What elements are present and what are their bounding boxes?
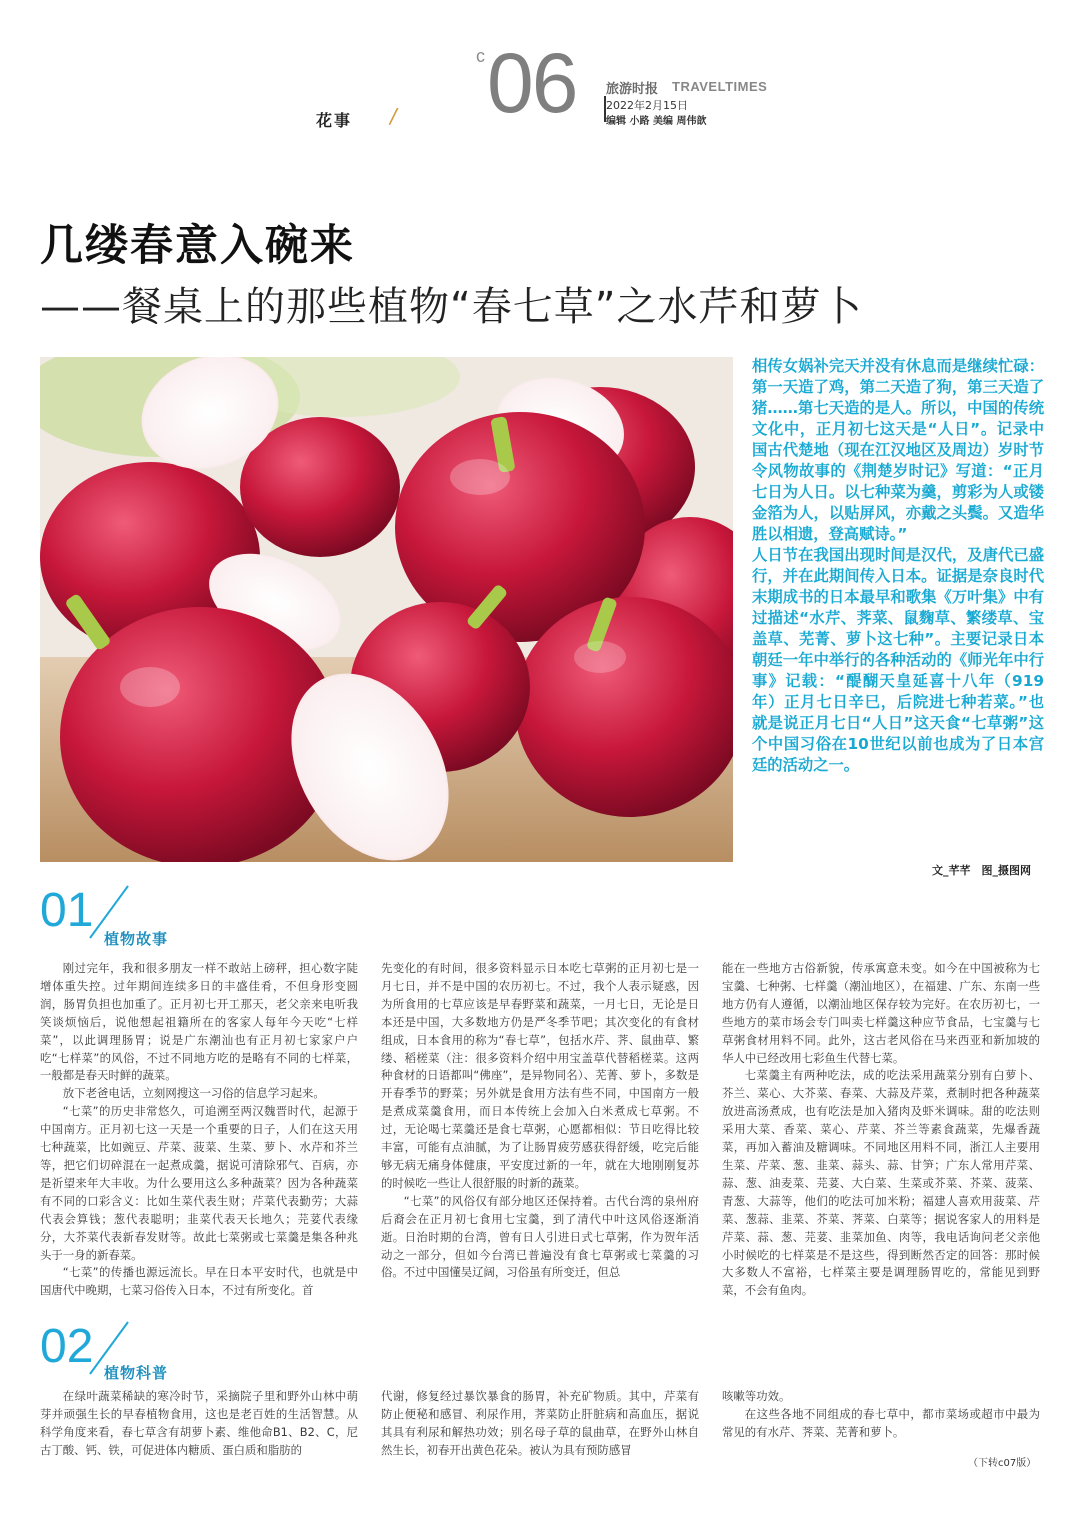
body-column-1 — [40, 1388, 358, 1460]
body-paragraph: 刚过完年，我和很多朋友一样不敢站上磅秤，担心数字陡增体重失控。过年期间连续多日的丰盛佳肴，不但身形变圆润，肠胃负担也加重了。正月初七开工那天，老父亲来电听我笑谈烦恼后，说他想起祖籍所在的客家人每年今天吃“七样菜”，以此调理肠胃；说是广东潮汕也有正月初七家家户户吃“七样菜”的风俗，不过不同地方吃的是略有不同的七样菜，一般都是春天时鲜的蔬菜。 — [40, 961, 358, 1083]
body-paragraph: 七菜羹主有两种吃法，成的吃法采用蔬菜分别有白萝卜、芥兰、菜心、大芥菜、春菜、大蒜及芹菜，煮制时把各种蔬菜放进高汤煮成，也有吃法是加入猪肉及虾米调味。甜的吃法则采用大菜、香菜、菜心、芹菜、芥兰等素食蔬菜，先爆香蔬菜，再加入蓄油及糖调味。不同地区用料不同，浙江人主要用生菜、芹菜、葱、韭菜、蒜头、蒜、甘笋；广东人常用芹菜、蒜、葱、油麦菜、芫荽、大白菜、生菜或芥菜、芥菜、菠菜、青葱、大蒜等，他们的吃法可加米粉；福建人喜欢用菠菜、芹菜、葱蒜、韭菜、芥菜、荠菜、白菜等；据说客家人的用料是芹菜、蒜、葱、芫荽、韭菜加鱼、肉等，我电话询问老父亲他小时候吃的七样菜是不是这些，得到断然否定的回答：那时候大多数人不富裕，七样菜主要是调理肠胃吃的，常能见到野菜，不会有鱼肉。 — [722, 1068, 1040, 1298]
issue-date: 2022年2月15日 — [606, 99, 688, 112]
body-paragraph: “七菜”的历史非常悠久，可追溯至两汉魏晋时代，起源于中国南方。正月初七这一天是一个重要的日子，人们在这天用七种蔬菜，比如豌豆、芹菜、菠菜、生菜、萝卜、水芹和芥兰等，把它们切碎混在一起煮成羹，据说可清除邪气、百病，亦是祈望来年大丰收。为什么要用这么多种蔬菜？因为各种蔬菜有不同的口彩含义：比如生菜代表生财；芹菜代表勤劳；大蒜代表会算钱；葱代表聪明；韭菜代表天长地久；芫荽代表缘分，大芥菜代表新春发财等。故此七菜粥或七菜羹是集各种兆头于一身的新春菜。 — [40, 1104, 358, 1262]
body-paragraph: “七菜”的风俗仅有部分地区还保持着。古代台湾的泉州府后裔会在正月初七食用七宝羹，到了清代中叶这风俗逐渐消逝。日治时期的台湾，曾有日人引进日式七草粥，作为贺年活动之一部分，但如今台湾已普遍没有食七草粥或七菜羹的习俗。不过中国懂吴辽阔，习俗虽有所变迁，但总 — [381, 1193, 699, 1280]
body-column-2 — [381, 1388, 699, 1460]
section-number: 01 — [40, 884, 94, 937]
section-number: 02 — [40, 1320, 94, 1373]
page-prefix: c — [476, 46, 485, 66]
body-column-1 — [40, 960, 358, 1300]
publication-name: 旅游时报 — [606, 82, 659, 97]
section-tag: 花事 — [316, 111, 353, 130]
publication-name-en: TRAVELTIMES — [672, 79, 768, 94]
photo-credit: 文_芊芊 图_摄图网 — [932, 864, 1031, 877]
intro-column — [752, 356, 1044, 776]
body-paragraph: “七菜”的传播也源远流长。早在日本平安时代，也就是中国唐代中晚期，七菜习俗传入日本，不过有所变化。首 — [40, 1265, 358, 1298]
article-subtitle: ——餐桌上的那些植物“春七草”之水芹和萝卜 — [40, 284, 863, 330]
intro-paragraph: 相传女娲补完天并没有休息而是继续忙碌：第一天造了鸡，第二天造了狗，第三天造了猪……第七天造的是人。所以，中国的传统文化中，正月初七这天是“人日”。记录中国古代楚地（现在江汉地区及周边）岁时节令风物故事的《荆楚岁时记》写道：“正月七日为人日。以七种菜为羹，剪彩为人或镂金箔为人，以贴屏风，亦戴之头鬓。又造华胜以相遗，登高赋诗。” — [752, 357, 1044, 543]
radish-illustration — [40, 357, 733, 862]
editor-credits: 编辑 小路 美编 周伟歆 — [606, 116, 707, 127]
body-paragraph: 在这些各地不同组成的春七草中，都市菜场或超市中最为常见的有水芹、荠菜、芜菁和萝卜。 — [722, 1406, 1040, 1439]
body-paragraph: 在绿叶蔬菜稀缺的寒冷时节，采摘院子里和野外山林中萌芽并顽强生长的早春植物食用，这也是老百姓的生活智慧。从科学角度来看，春七草含有胡萝卜素、维他命B1、B2、C，尼古丁酸、钙、铁，可促进体内糖质、蛋白质和脂肪的 — [40, 1389, 358, 1457]
continued-notice: （下转c07版） — [968, 1458, 1037, 1469]
body-paragraph: 代谢，修复经过暴饮暴食的肠胃，补充矿物质。其中，芹菜有防止便秘和感冒、利尿作用，荠菜防止肝脏病和高血压，据说其具有利尿和解热功效；别名母子草的鼠曲草，在野外山林自然生长，初春开出黄色花朵。被认为具有预防感冒 — [381, 1389, 699, 1457]
body-column-3 — [722, 960, 1040, 1300]
radish-photo — [40, 357, 733, 862]
intro-paragraph: 人日节在我国出现时间是汉代，及唐代已盛行，并在此期间传入日本。证据是奈良时代末期成书的日本最早和歌集《万叶集》中有过描述“水芹、荠菜、鼠麴草、繁缕草、宝盖草、芜菁、萝卜这七种”。主要记录日本朝廷一年中举行的各种活动的《师光年中行事》记载：“醍醐天皇延喜十八年（919年）正月七日辛巳，后院进七种若菜。”也就是说正月七日“人日”这天食“七草粥”这个中国习俗在10世纪以前也成为了日本宫廷的活动之一。 — [752, 546, 1044, 774]
body-paragraph: 放下老爸电话，立刻网搜这一习俗的信息学习起来。 — [62, 1086, 325, 1101]
page-number: 06 — [487, 36, 577, 130]
body-column-3 — [722, 1388, 1040, 1442]
body-paragraph: 先变化的有时间，很多资料显示日本吃七草粥的正月初七是一月七日，并不是中国的农历初七。不过，我个人表示疑惑，因为所食用的七草应该是早春野菜和蔬菜，一月七日，无论是日本还是中国，大多数地方仍是严冬季节吧；其次变化的有食材组成，日本食用的称为“春七草”，包括水芹、荠、鼠曲草、繁缕、稻槎菜（注：很多资料介绍中用宝盖草代替稻槎菜。这两种食材的日语都叫“佛座”，是异物同名）、芜菁、萝卜，多数是开春季节的野菜；另外就是食用方法有些不同，中国南方一般是煮成菜羹食用，而日本传统上会加入白米煮成七草粥。不过，无论喝七菜羹还是食七草粥，心愿都相似：节日吃得比较丰富，可能有点油腻，为了让肠胃疲劳感获得舒缓，吃完后能够无病无痛身体健康，平安度过新的一年，就在大地刚刚复苏的时候吃一些让人很舒服的时新的蔬菜。 — [381, 961, 699, 1190]
section-slash: / — [390, 104, 397, 128]
section-label: 植物故事 — [104, 930, 169, 948]
body-column-2 — [381, 960, 699, 1282]
body-paragraph: 咳嗽等功效。 — [722, 1389, 791, 1403]
section-label: 植物科普 — [104, 1364, 169, 1382]
article-title: 几缕春意入碗来 — [40, 221, 355, 271]
body-paragraph: 能在一些地方古俗新貌，传承寓意未变。如今在中国被称为七宝羹、七种粥、七样羹（潮汕地区），在福建、广东、东南一些地方仍有人遵循，以潮汕地区保存较为完好。在农历初七，一些地方的菜市场会专门叫卖七样羹这种应节食品，七宝羹与七草粥食材用料不同。此外，这古老风俗在马来西亚和新加坡的华人中已经改用七彩鱼生代替七菜。 — [722, 961, 1040, 1065]
